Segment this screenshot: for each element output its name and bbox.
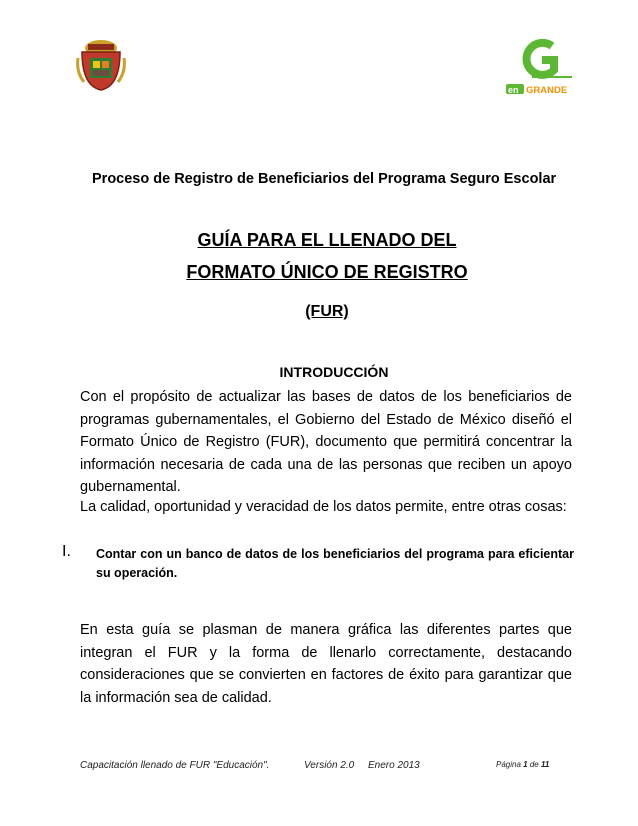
footer-course: Capacitación llenado de FUR "Educación". [80,760,270,771]
list-item-text: Contar con un banco de datos de los beneficiarios del programa para eficientar su operación. [96,547,574,580]
page-current: 1 [523,760,528,769]
intro-paragraph-1: Con el propósito de actualizar las bases de datos de los beneficiarios de programas gubernamentales, el Gobierno del Estado de México diseñó el Formato Único de Registro (FUR), documento que permitirá concentrar la información necesaria de cada una de las personas que reciben un apoyo gubernamental. [80,389,572,495]
footer-page-number [496,760,549,769]
page-footer [80,760,572,774]
guide-title-line-2: FORMATO ÚNICO DE REGISTRO [186,262,468,282]
footer-version: Versión 2.0 [304,760,355,771]
svg-text:en: en [508,85,519,95]
page-of: de [529,760,539,769]
page-total: 11 [540,760,550,769]
guide-title-line-1: GUÍA PARA EL LLENADO DEL [197,230,457,250]
page-label: Página [496,760,521,769]
list-marker: I. [62,543,71,560]
gem-engrande-logo-icon [496,36,580,100]
process-title: Proceso de Registro de Beneficiarios del Programa Seguro Escolar [92,171,557,187]
estado-de-mexico-coat-of-arms-icon [76,38,126,92]
guide-title-line-3: (FUR) [305,303,349,320]
intro-heading: INTRODUCCIÓN [279,364,389,380]
intro-paragraph-2: La calidad, oportunidad y veracidad de los datos permite, entre otras cosas: [80,499,567,515]
svg-text:GRANDE: GRANDE [526,85,568,96]
footer-date: Enero 2013 [368,760,420,771]
intro-paragraph-3: En esta guía se plasman de manera gráfica las diferentes partes que integran el FUR y la forma de llenarlo correctamente, destacando consideraciones que se convierten en factores de éxito para garantizar que la información sea de calidad. [80,622,572,706]
